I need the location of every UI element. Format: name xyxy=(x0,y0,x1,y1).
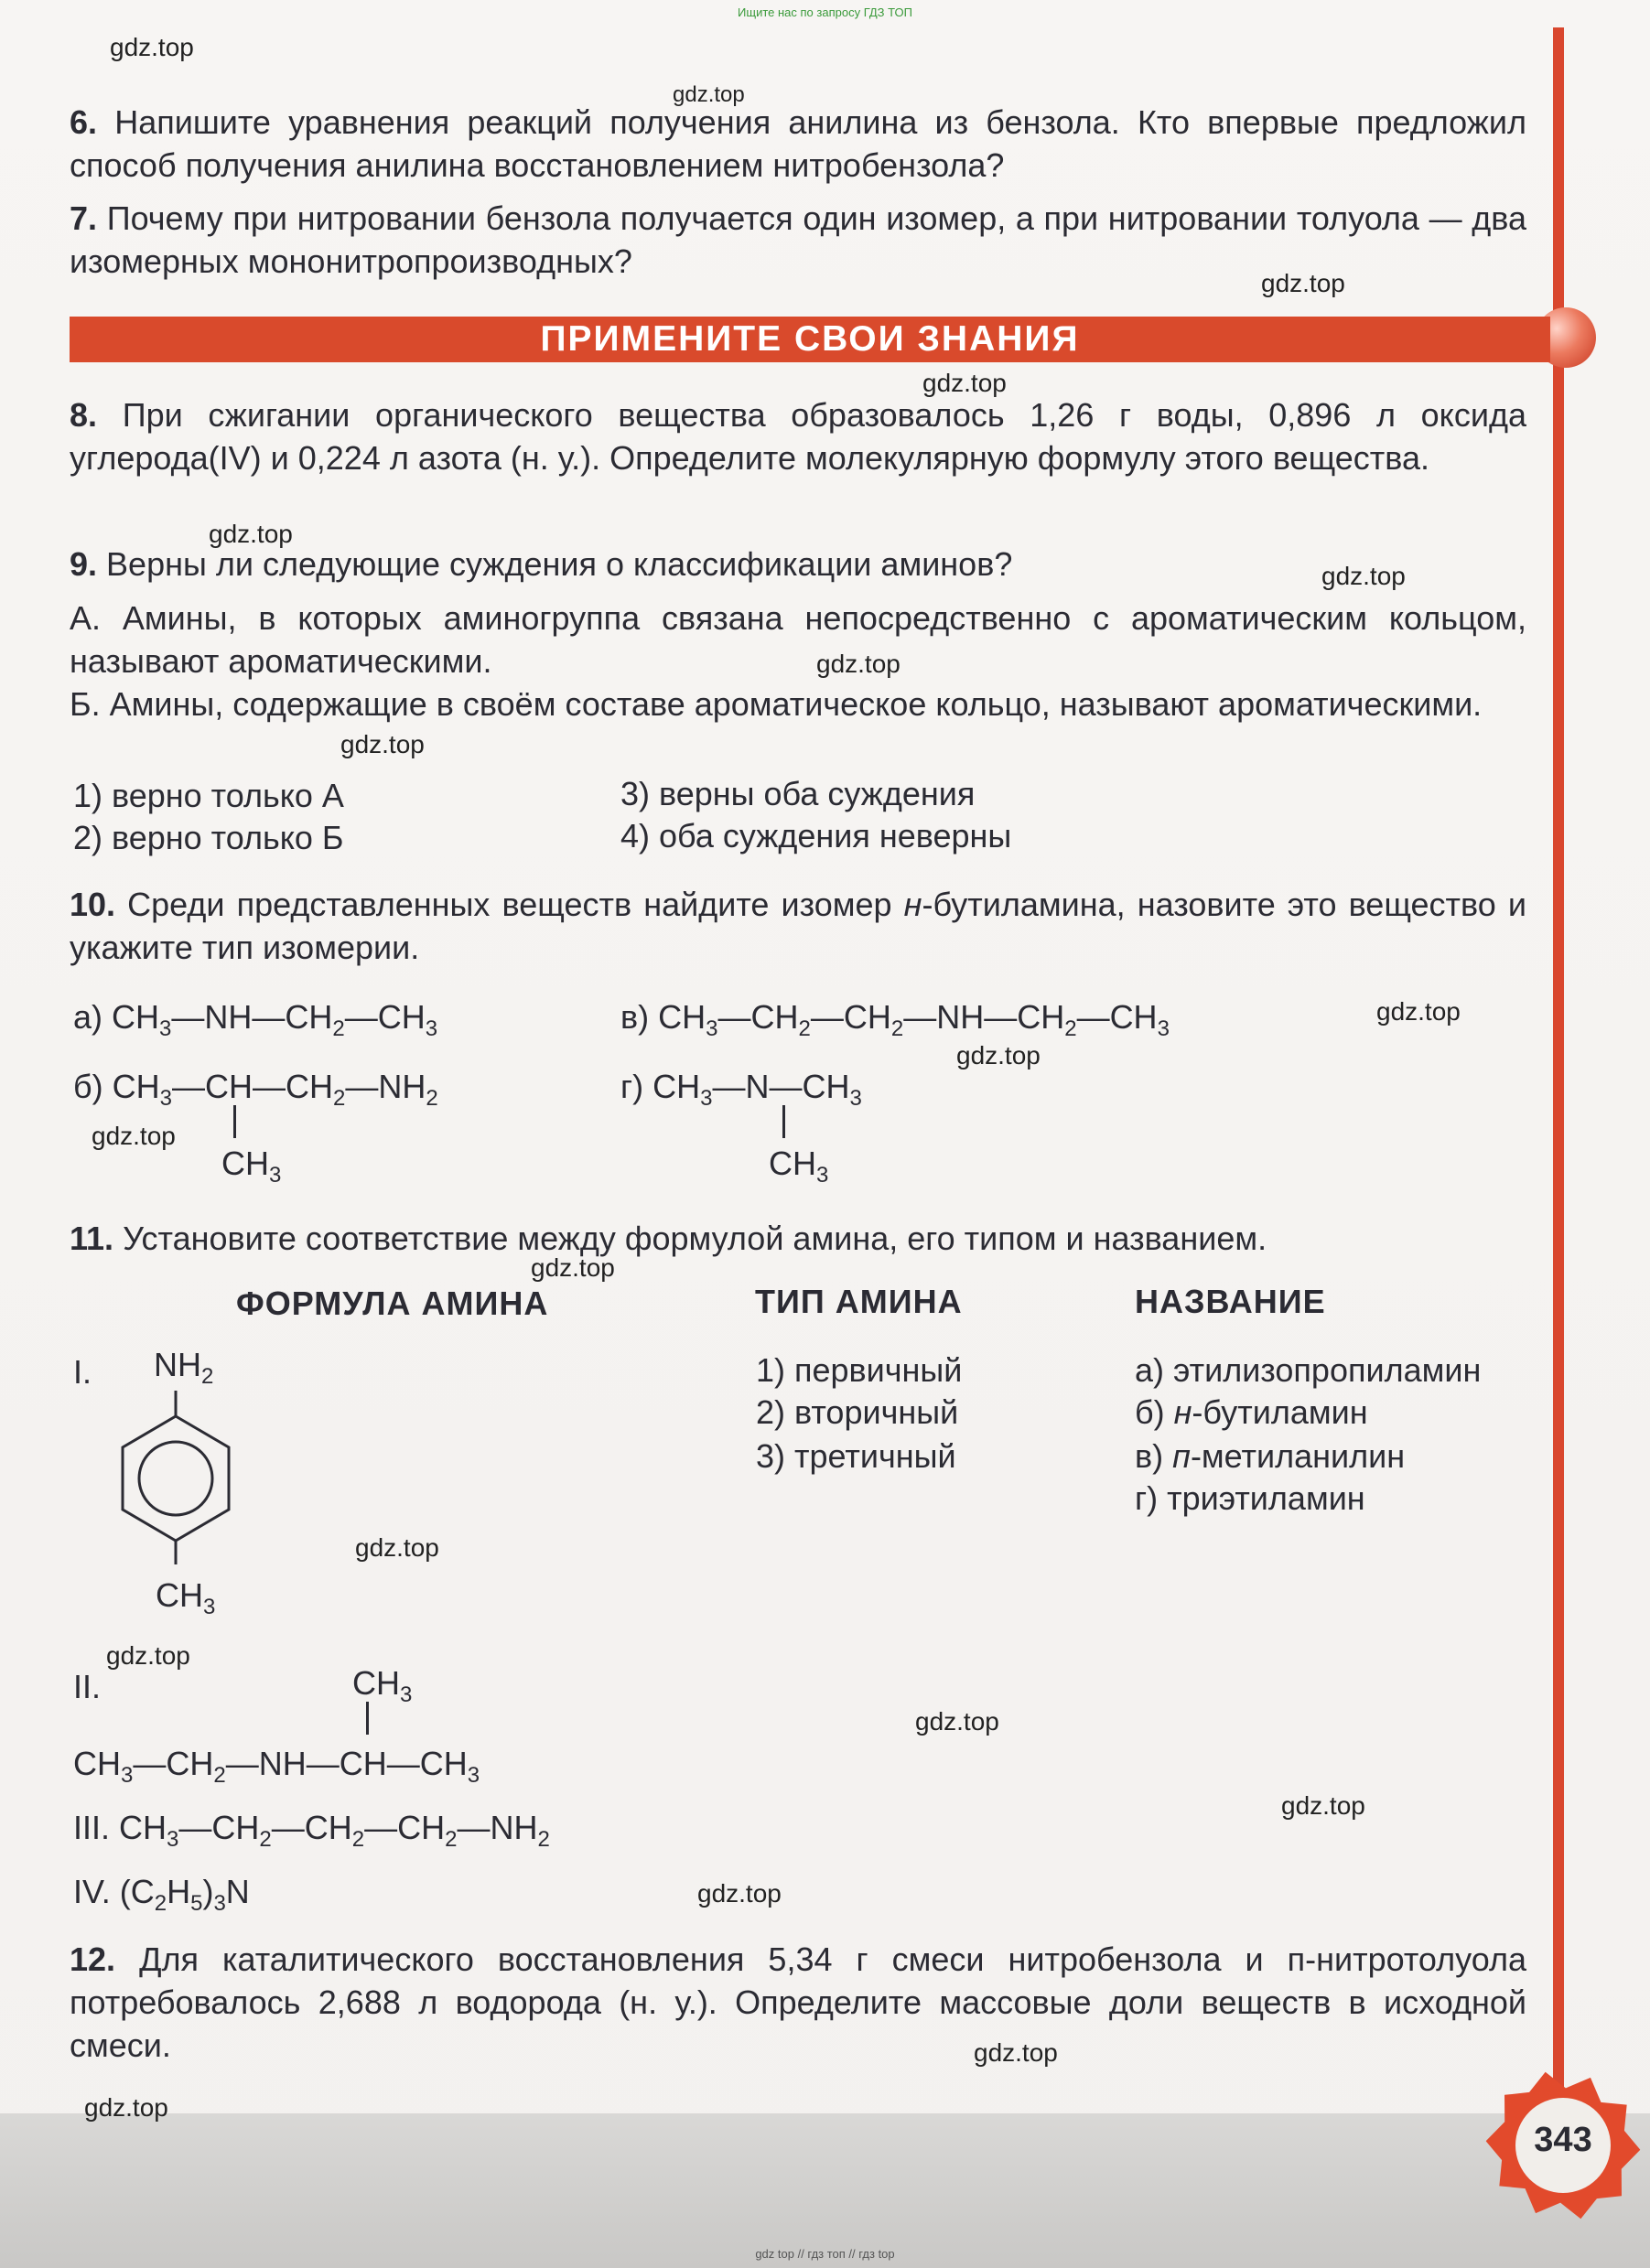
watermark: gdz.top xyxy=(355,1533,439,1562)
bottom-note: gdz top // гдз топ // гдз top xyxy=(755,2247,895,2261)
name-text: этилизопропиламин xyxy=(1173,1351,1482,1389)
footer-band xyxy=(0,2113,1650,2268)
bond-line xyxy=(366,1702,369,1735)
methyl-branch: $CH_3$ xyxy=(352,1664,413,1707)
statement-b: Б. Амины, содержащие в своём составе ароматическое кольцо, называют ароматическими. xyxy=(70,685,1483,723)
name-prefix: г) xyxy=(1135,1479,1168,1517)
column-header-type: ТИП АМИНА xyxy=(755,1283,963,1320)
question-12 xyxy=(70,1938,1526,2067)
roman-numeral: III. xyxy=(73,1809,111,1846)
watermark: gdz.top xyxy=(92,1122,176,1150)
formula-a: а) $CH_3—NH—CH_2—CH_3$ xyxy=(73,998,438,1041)
watermark: gdz.top xyxy=(673,82,745,107)
bond-line xyxy=(782,1105,785,1138)
amine-name-g xyxy=(1135,1478,1365,1519)
question-number: 12. xyxy=(70,1940,116,1978)
formula-label: в) xyxy=(620,998,650,1036)
question-number: 10. xyxy=(70,886,116,923)
question-text: Для каталитического восстановления 5,34 г смеси нитробензола и п-нитротолуола потребовалось 2,688 л водорода (н. у.). Определите массовые доли веществ в исходной смеси. xyxy=(70,1940,1526,2064)
watermark: gdz.top xyxy=(340,730,425,758)
option-3: 3) верны оба суждения xyxy=(620,775,976,812)
name-prefix: в) xyxy=(1135,1437,1173,1475)
question-number: 11. xyxy=(70,1220,114,1257)
question-text: Установите соответствие между формулой амина, его типом и названием. xyxy=(123,1220,1267,1257)
watermark: gdz.top xyxy=(1261,269,1345,297)
amine-name-b xyxy=(1135,1392,1368,1433)
top-note: Ищите нас по запросу ГДЗ ТОП xyxy=(738,5,912,19)
page-number: 343 xyxy=(1534,2121,1592,2159)
formula-III: III. $CH_3—CH_2—CH_2—CH_2—NH_2$ xyxy=(73,1809,550,1852)
benzene-ring-structure xyxy=(108,1383,245,1566)
question-number: 7. xyxy=(70,199,98,237)
question-number: 8. xyxy=(70,396,98,434)
question-number: 6. xyxy=(70,103,98,141)
watermark: gdz.top xyxy=(84,2093,168,2122)
amine-name-a xyxy=(1135,1350,1481,1391)
name-italic: п xyxy=(1172,1437,1191,1475)
roman-numeral: II. xyxy=(73,1668,102,1705)
formula-g-branch: $CH_3$ xyxy=(769,1145,829,1188)
watermark: gdz.top xyxy=(531,1253,615,1282)
column-header-name: НАЗВАНИЕ xyxy=(1135,1283,1326,1320)
watermark: gdz.top xyxy=(1281,1791,1365,1820)
name-text: -бутиламин xyxy=(1192,1393,1368,1431)
watermark: gdz.top xyxy=(209,520,293,548)
formula-IV: IV. $(C_2H_5)_3N$ xyxy=(73,1873,250,1916)
question-text-italic: н xyxy=(903,886,922,923)
question-text: Почему при нитровании бензола получается один изомер, а при нитровании толуола — два изомерных мононитропроизводных? xyxy=(70,199,1526,280)
formula-II: $CH_3—CH_2—NH—CH—CH_3$ xyxy=(73,1745,480,1788)
formula-label: г) xyxy=(620,1068,644,1105)
formula-v: в) $CH_3—CH_2—CH_2—NH—CH_2—CH_3$ xyxy=(620,998,1170,1041)
name-text: триэтиламин xyxy=(1167,1479,1365,1517)
option-2: 2) верно только Б xyxy=(73,819,344,856)
watermark: gdz.top xyxy=(922,369,1007,397)
question-text: -бутиламина, назовите это вещество и укажите тип изомерии. xyxy=(70,886,1526,966)
name-text: -метиланилин xyxy=(1190,1437,1406,1475)
amino-group: $NH_2$ xyxy=(154,1346,214,1389)
roman-numeral: IV. xyxy=(73,1873,111,1910)
name-prefix: а) xyxy=(1135,1351,1174,1389)
formula-g: г) $CH_3—N—CH_3$ xyxy=(620,1068,862,1111)
watermark: gdz.top xyxy=(110,33,194,61)
question-number: 9. xyxy=(70,545,98,583)
watermark: gdz.top xyxy=(956,1041,1041,1070)
watermark: gdz.top xyxy=(816,650,900,678)
question-text: Верны ли следующие суждения о классификации аминов? xyxy=(106,545,1013,583)
watermark: gdz.top xyxy=(974,2038,1058,2067)
statement-a: А. Амины, в которых аминогруппа связана непосредственно с ароматическим кольцом, называют ароматическими. xyxy=(70,599,1526,680)
formula-b: б) $CH_3—CH—CH_2—NH_2$ xyxy=(73,1068,438,1111)
question-8 xyxy=(70,393,1526,479)
amine-type-2: 2) вторичный xyxy=(756,1393,959,1431)
question-10 xyxy=(70,883,1526,969)
roman-numeral: I. xyxy=(73,1353,92,1391)
name-prefix: б) xyxy=(1135,1393,1174,1431)
watermark: gdz.top xyxy=(106,1641,190,1670)
question-text: При сжигании органического вещества образовалось 1,26 г воды, 0,896 л оксида углерода(IV) и 0,224 л азота (н. у.). Определите молекулярную формулу этого вещества. xyxy=(70,396,1526,477)
amine-name-v xyxy=(1135,1436,1405,1477)
question-9 xyxy=(70,543,1526,586)
option-4: 4) оба суждения неверны xyxy=(620,817,1012,855)
watermark: gdz.top xyxy=(915,1707,999,1736)
section-banner: ПРИМЕНИТЕ СВОИ ЗНАНИЯ xyxy=(70,317,1550,362)
amine-type-1: 1) первичный xyxy=(756,1351,963,1389)
question-11 xyxy=(70,1217,1526,1260)
watermark: gdz.top xyxy=(1321,562,1406,590)
question-6 xyxy=(70,101,1526,187)
amine-type-3: 3) третичный xyxy=(756,1437,956,1475)
question-text: Напишите уравнения реакций получения анилина из бензола. Кто впервые предложил способ получения анилина восстановлением нитробензола? xyxy=(70,103,1526,184)
name-italic: н xyxy=(1173,1393,1192,1431)
bond-line xyxy=(233,1105,236,1138)
watermark: gdz.top xyxy=(1376,997,1461,1026)
formula-b-branch: $CH_3$ xyxy=(221,1145,282,1188)
watermark: gdz.top xyxy=(697,1879,782,1908)
formula-label: б) xyxy=(73,1068,103,1105)
methyl-group: $CH_3$ xyxy=(156,1576,216,1619)
question-7 xyxy=(70,197,1526,283)
formula-label: а) xyxy=(73,998,103,1036)
option-1: 1) верно только А xyxy=(73,777,344,814)
column-header-formula: ФОРМУЛА АМИНА xyxy=(236,1284,549,1322)
question-text: Среди представленных веществ найдите изомер xyxy=(127,886,904,923)
